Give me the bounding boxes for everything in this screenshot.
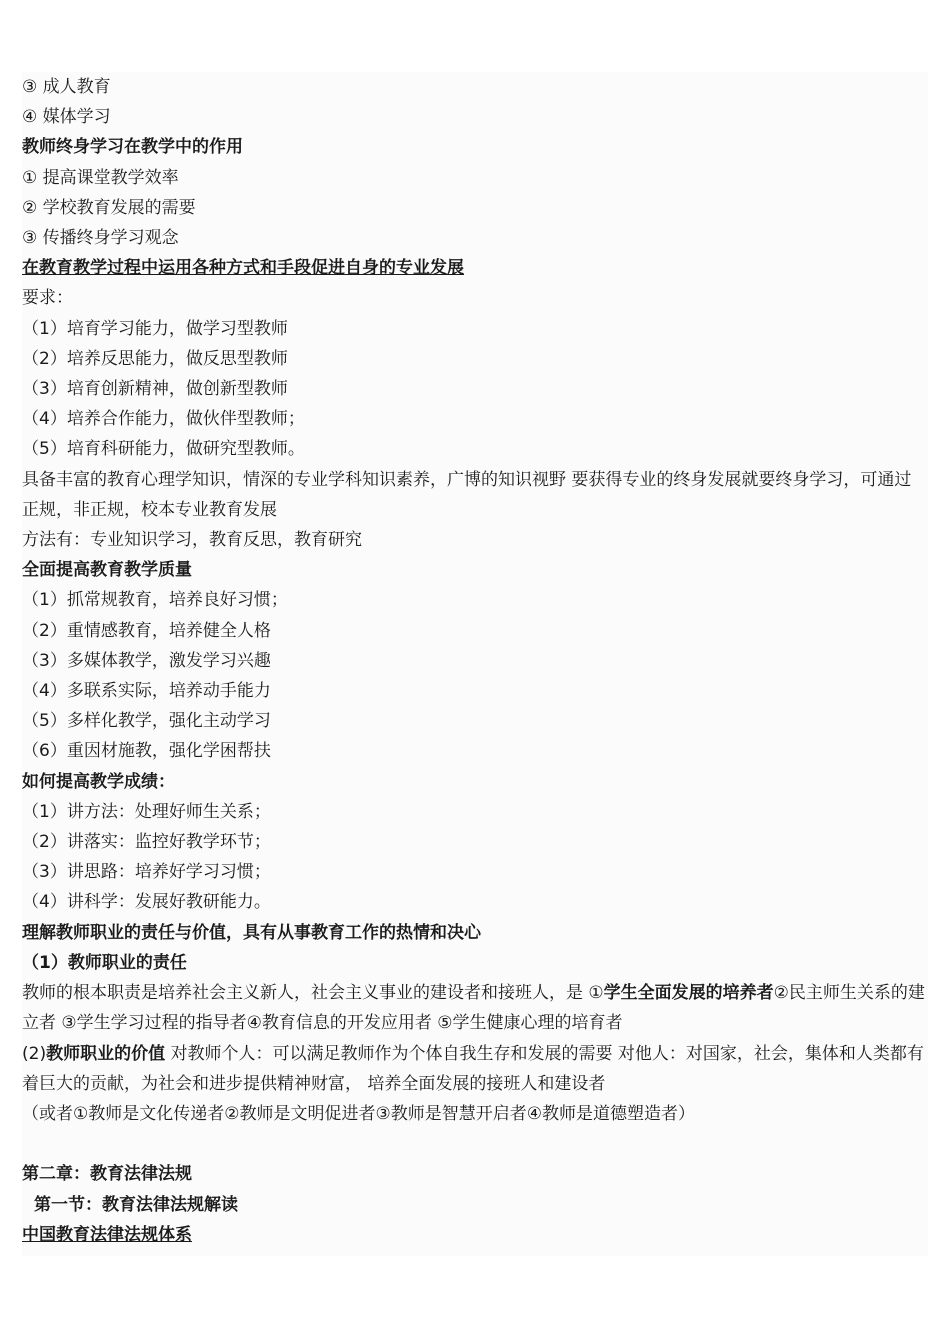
list-item: ② 学校教育发展的需要 <box>22 197 196 218</box>
paragraph-teacher-value <box>22 1039 928 1099</box>
list-item: （3）培育创新精神，做创新型教师 <box>22 379 288 400</box>
blank-line <box>22 1129 928 1159</box>
section-heading-underlined: 在教育教学过程中运用各种方式和手段促进自身的专业发展 <box>22 258 464 279</box>
document-body <box>22 72 928 1256</box>
section-heading: 如何提高教学成绩： <box>22 771 175 792</box>
subsection-title-underlined: 中国教育法律法规体系 <box>22 1224 192 1245</box>
text-line: 要求： <box>22 288 73 309</box>
list-item: （1）抓常规教育，培养良好习惯； <box>22 590 288 611</box>
paragraph: 具备丰富的教育心理学知识，情深的专业学科知识素养，广博的知识视野 要获得专业的终身发展就要终身学习，可通过正规，非正规，校本专业教育发展 <box>22 469 912 520</box>
list-item: ③ 传播终身学习观念 <box>22 228 179 249</box>
list-item: （4）培养合作能力，做伙伴型教师； <box>22 409 305 430</box>
paragraph-prefix: (2) <box>22 1043 47 1064</box>
section-heading: 理解教师职业的责任与价值，具有从事教育工作的热情和决心 <box>22 922 481 943</box>
paragraph-text: 对教师个人：可以满足教师作为个体自我生存和发展的需要 对他人：对国家，社会，集体和人类都有着巨大的贡献，为社会和进步提供精神财富， 培养全面发展的接班人和建设者 <box>22 1043 924 1094</box>
list-item: （1）讲方法：处理好师生关系； <box>22 801 271 822</box>
list-item: （2）培养反思能力，做反思型教师 <box>22 348 288 369</box>
paragraph-roles: （或者①教师是文化传递者②教师是文明促进者③教师是智慧开启者④教师是道德塑造者） <box>22 1103 695 1124</box>
section-title: 第一节：教育法律法规解读 <box>34 1194 238 1215</box>
bold-phrase: 教师职业的价值 <box>46 1043 166 1064</box>
list-item: （6）重因材施教，强化学困帮扶 <box>22 741 271 762</box>
bold-phrase: 学生全面发展的培养者 <box>603 983 774 1004</box>
list-item: （2）重情感教育，培养健全人格 <box>22 620 271 641</box>
chapter-title: 第二章：教育法律法规 <box>22 1164 192 1185</box>
paragraph-teacher-duty <box>22 978 928 1038</box>
list-item: （3）讲思路：培养好学习习惯； <box>22 862 271 883</box>
list-item: （1）培育学习能力，做学习型教师 <box>22 318 288 339</box>
paragraph-text: 教师的根本职责是培养社会主义新人，社会主义事业的建设者和接班人，是 ① <box>22 983 604 1004</box>
list-item: ③ 成人教育 <box>22 77 111 97</box>
list-item: （3）多媒体教学，激发学习兴趣 <box>22 650 271 671</box>
list-item: （5）培育科研能力，做研究型教师。 <box>22 439 305 460</box>
list-item: ① 提高课堂教学效率 <box>22 167 179 188</box>
list-item: （4）多联系实际，培养动手能力 <box>22 681 271 702</box>
section-heading: 全面提高教育教学质量 <box>22 560 192 581</box>
text-line: 方法有：专业知识学习，教育反思，教育研究 <box>22 530 362 551</box>
paragraph-text: ②民主师生关系的建立者 ③学生学习过程的指导者④教育信息的开发应用者 ⑤学生健康心理的培育者 <box>22 983 925 1034</box>
list-item: ④ 媒体学习 <box>22 107 111 128</box>
sub-heading: （1）教师职业的责任 <box>22 952 187 973</box>
list-item: （4）讲科学：发展好教研能力。 <box>22 892 271 913</box>
section-heading: 教师终身学习在教学中的作用 <box>22 137 243 158</box>
list-item: （2）讲落实：监控好教学环节； <box>22 832 271 853</box>
list-item: （5）多样化教学，强化主动学习 <box>22 711 271 732</box>
